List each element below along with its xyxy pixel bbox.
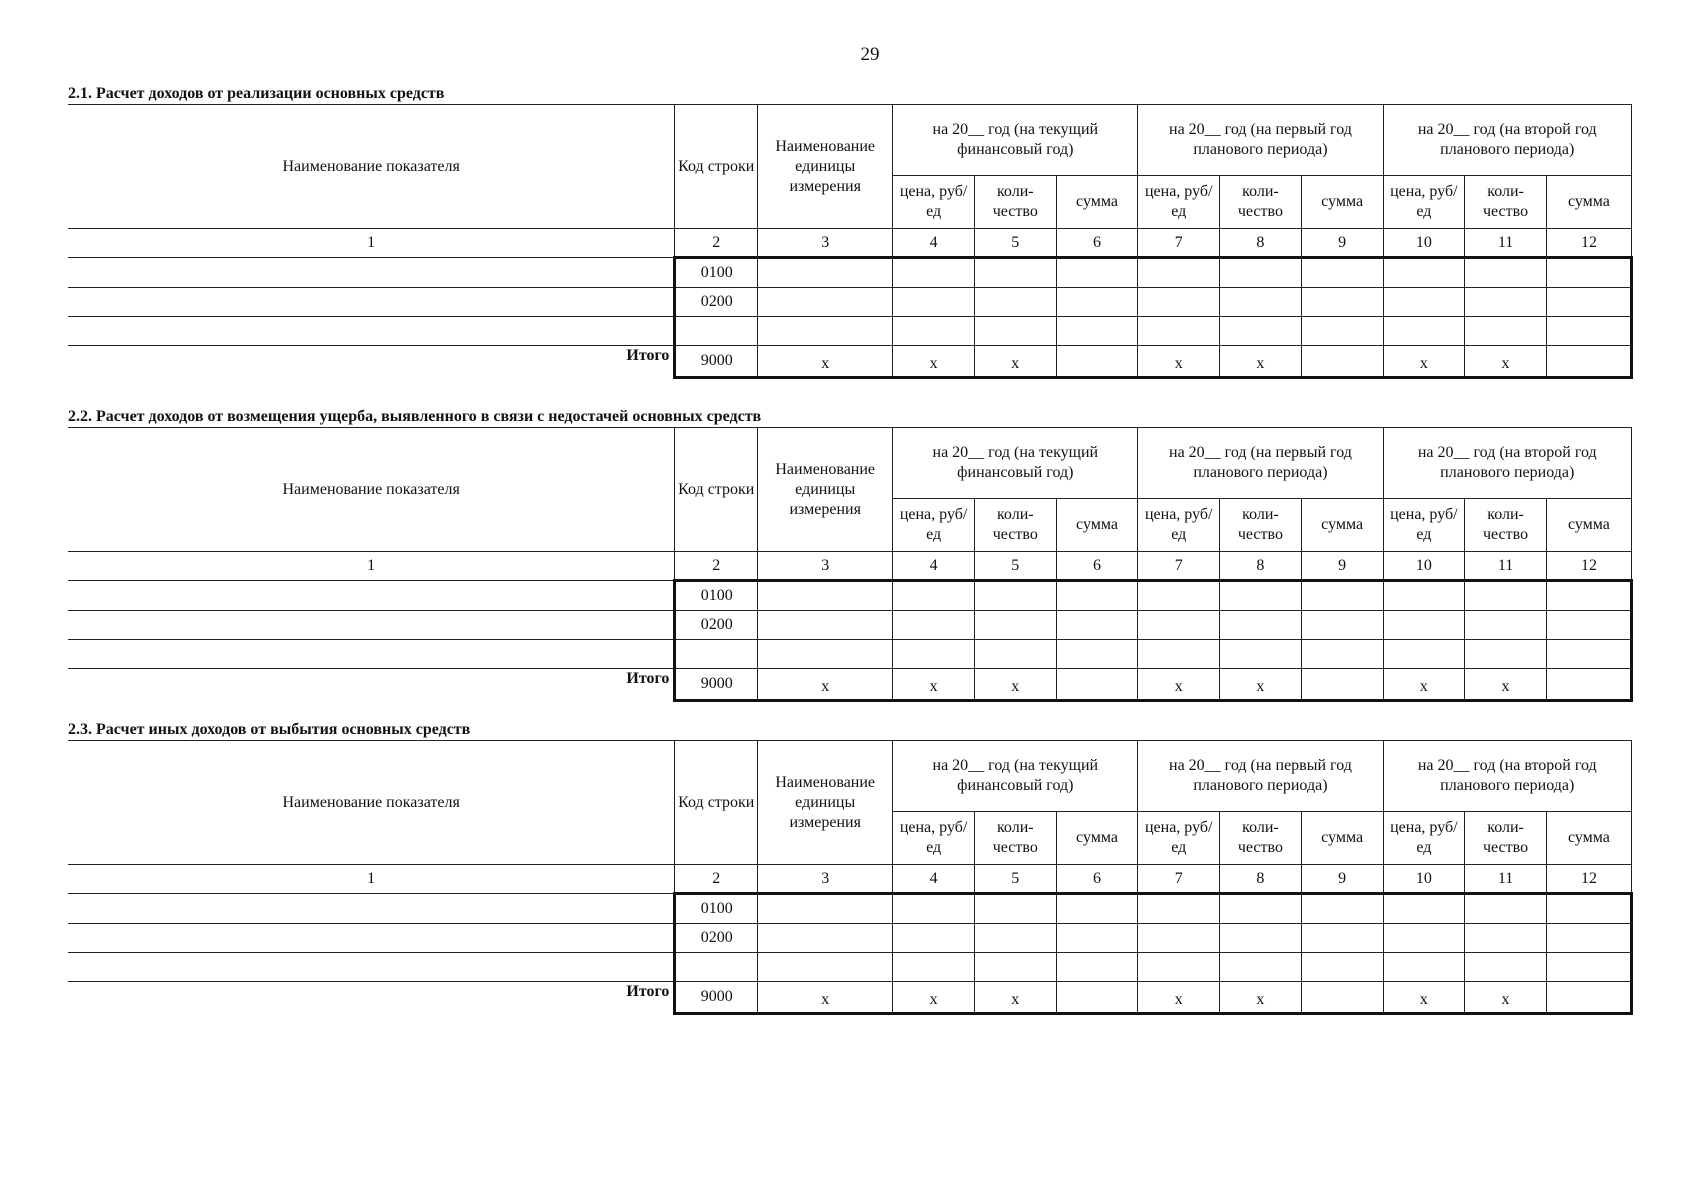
sum-cell[interactable] [1301, 288, 1383, 317]
sum-cell[interactable] [1301, 640, 1383, 669]
header-sum: сумма [1301, 176, 1383, 229]
quantity-cell[interactable] [1220, 258, 1302, 288]
header-price: цена, руб/ед [893, 812, 975, 865]
header-unit-name: Наименование единицы измерения [758, 428, 893, 552]
column-number: 2 [675, 552, 758, 581]
total-cell: x [1220, 346, 1302, 378]
price-cell[interactable] [1138, 894, 1220, 924]
column-number: 9 [1301, 552, 1383, 581]
column-number: 4 [893, 229, 975, 258]
total-cell: x [1465, 669, 1547, 701]
column-number: 12 [1546, 552, 1631, 581]
sum-cell[interactable] [1546, 611, 1631, 640]
total-cell: x [1220, 982, 1302, 1014]
section-2-3 [68, 720, 1633, 1015]
row-code-cell: 0100 [675, 894, 758, 924]
header-quantity: коли-чество [1220, 812, 1302, 865]
header-sum: сумма [1546, 812, 1631, 865]
column-number: 10 [1383, 865, 1465, 894]
table-row [68, 288, 1632, 317]
price-cell[interactable] [893, 581, 975, 611]
header-sum: сумма [1301, 499, 1383, 552]
total-cell: x [1465, 982, 1547, 1014]
revenue-table [68, 104, 1633, 379]
column-number: 9 [1301, 229, 1383, 258]
sum-cell[interactable] [1301, 317, 1383, 346]
header-sum: сумма [1301, 812, 1383, 865]
quantity-cell[interactable] [974, 924, 1056, 953]
total-cell: x [893, 346, 975, 378]
header-unit-name: Наименование единицы измерения [758, 105, 893, 229]
quantity-cell[interactable] [1465, 258, 1547, 288]
quantity-cell[interactable] [974, 953, 1056, 982]
total-label: Итого [68, 669, 675, 701]
header-price: цена, руб/ед [893, 499, 975, 552]
total-row [68, 669, 1632, 701]
column-number: 5 [974, 865, 1056, 894]
header-period-first-plan: на 20__ год (на первый год планового периода) [1138, 741, 1383, 812]
table-row [68, 953, 1632, 982]
header-quantity: коли-чество [974, 812, 1056, 865]
header-quantity: коли-чество [1220, 176, 1302, 229]
total-label: Итого [68, 346, 675, 378]
unit-cell[interactable] [758, 317, 893, 346]
sum-cell[interactable] [1546, 953, 1631, 982]
table-row [68, 894, 1632, 924]
row-code-cell: 9000 [675, 346, 758, 378]
column-numbers-row [68, 229, 1632, 258]
sum-cell[interactable] [1056, 611, 1138, 640]
sum-cell[interactable] [1546, 894, 1631, 924]
price-cell[interactable] [1138, 258, 1220, 288]
price-cell[interactable] [1138, 953, 1220, 982]
sum-cell[interactable] [1301, 894, 1383, 924]
header-indicator-name: Наименование показателя [68, 105, 675, 229]
quantity-cell[interactable] [1465, 611, 1547, 640]
unit-cell[interactable] [758, 581, 893, 611]
column-number: 8 [1220, 865, 1302, 894]
total-cell: x [1220, 669, 1302, 701]
quantity-cell[interactable] [1465, 953, 1547, 982]
total-cell: x [758, 669, 893, 701]
header-price: цена, руб/ед [1138, 176, 1220, 229]
total-cell: x [1383, 982, 1465, 1014]
sum-cell[interactable] [1056, 288, 1138, 317]
column-number: 2 [675, 229, 758, 258]
sum-cell[interactable] [1546, 288, 1631, 317]
total-sum-cell[interactable] [1546, 669, 1631, 701]
header-indicator-name: Наименование показателя [68, 741, 675, 865]
sum-cell[interactable] [1056, 953, 1138, 982]
column-number: 7 [1138, 865, 1220, 894]
indicator-name-cell[interactable] [68, 640, 675, 669]
unit-cell[interactable] [758, 924, 893, 953]
quantity-cell[interactable] [974, 258, 1056, 288]
header-period-second-plan: на 20__ год (на второй год планового периода) [1383, 428, 1632, 499]
sum-cell[interactable] [1546, 258, 1631, 288]
price-cell[interactable] [893, 317, 975, 346]
indicator-name-cell[interactable] [68, 258, 675, 288]
indicator-name-cell[interactable] [68, 581, 675, 611]
sum-cell[interactable] [1056, 924, 1138, 953]
column-number: 10 [1383, 229, 1465, 258]
sum-cell[interactable] [1301, 258, 1383, 288]
section-2-2 [68, 407, 1633, 702]
table-row [68, 317, 1632, 346]
header-quantity: коли-чество [1465, 499, 1547, 552]
quantity-cell[interactable] [1220, 611, 1302, 640]
column-number: 8 [1220, 552, 1302, 581]
price-cell[interactable] [893, 894, 975, 924]
quantity-cell[interactable] [1220, 317, 1302, 346]
quantity-cell[interactable] [1465, 288, 1547, 317]
column-number: 7 [1138, 229, 1220, 258]
column-number: 1 [68, 865, 675, 894]
header-row-code: Код строки [675, 428, 758, 552]
indicator-name-cell[interactable] [68, 317, 675, 346]
quantity-cell[interactable] [1220, 953, 1302, 982]
column-number: 3 [758, 229, 893, 258]
total-cell: x [974, 346, 1056, 378]
sum-cell[interactable] [1301, 581, 1383, 611]
indicator-name-cell[interactable] [68, 953, 675, 982]
price-cell[interactable] [893, 288, 975, 317]
column-number: 2 [675, 865, 758, 894]
header-sum: сумма [1056, 499, 1138, 552]
row-code-cell: 0200 [675, 288, 758, 317]
unit-cell[interactable] [758, 258, 893, 288]
row-code-cell: 0100 [675, 581, 758, 611]
row-code-cell [675, 640, 758, 669]
total-cell: x [1383, 346, 1465, 378]
header-price: цена, руб/ед [1383, 176, 1465, 229]
column-number: 8 [1220, 229, 1302, 258]
total-cell: x [758, 982, 893, 1014]
total-sum-cell[interactable] [1301, 346, 1383, 378]
price-cell[interactable] [1383, 894, 1465, 924]
section-title: 2.2. Расчет доходов от возмещения ущерба, выявленного в связи с недостачей основных средств [68, 408, 762, 425]
header-quantity: коли-чество [974, 176, 1056, 229]
indicator-name-cell[interactable] [68, 611, 675, 640]
header-row-code: Код строки [675, 105, 758, 229]
quantity-cell[interactable] [1465, 894, 1547, 924]
quantity-cell[interactable] [1465, 317, 1547, 346]
price-cell[interactable] [1138, 288, 1220, 317]
page-number: 29 [860, 44, 880, 65]
quantity-cell[interactable] [1220, 640, 1302, 669]
sum-cell[interactable] [1546, 581, 1631, 611]
total-cell: x [1383, 669, 1465, 701]
unit-cell[interactable] [758, 640, 893, 669]
price-cell[interactable] [893, 953, 975, 982]
total-cell: x [893, 982, 975, 1014]
price-cell[interactable] [1383, 258, 1465, 288]
quantity-cell[interactable] [1465, 581, 1547, 611]
row-code-cell: 0100 [675, 258, 758, 288]
column-number: 1 [68, 552, 675, 581]
header-period-second-plan: на 20__ год (на второй год планового периода) [1383, 741, 1632, 812]
column-number: 11 [1465, 865, 1547, 894]
header-price: цена, руб/ед [1383, 499, 1465, 552]
section-title: 2.1. Расчет доходов от реализации основных средств [68, 85, 445, 102]
row-code-cell: 0200 [675, 924, 758, 953]
column-number: 9 [1301, 865, 1383, 894]
total-cell: x [1138, 346, 1220, 378]
indicator-name-cell[interactable] [68, 288, 675, 317]
price-cell[interactable] [1383, 288, 1465, 317]
sum-cell[interactable] [1056, 640, 1138, 669]
total-cell: x [974, 669, 1056, 701]
price-cell[interactable] [1138, 640, 1220, 669]
price-cell[interactable] [893, 611, 975, 640]
total-sum-cell[interactable] [1056, 346, 1138, 378]
table-row [68, 611, 1632, 640]
unit-cell[interactable] [758, 953, 893, 982]
price-cell[interactable] [1383, 581, 1465, 611]
header-quantity: коли-чество [1465, 812, 1547, 865]
total-label: Итого [68, 982, 675, 1014]
section-title: 2.3. Расчет иных доходов от выбытия основных средств [68, 721, 471, 738]
row-code-cell [675, 317, 758, 346]
header-quantity: коли-чество [1220, 499, 1302, 552]
revenue-table [68, 740, 1633, 1015]
column-number: 7 [1138, 552, 1220, 581]
header-period-current: на 20__ год (на текущий финансовый год) [893, 741, 1138, 812]
price-cell[interactable] [1383, 924, 1465, 953]
header-price: цена, руб/ед [1383, 812, 1465, 865]
unit-cell[interactable] [758, 894, 893, 924]
total-cell: x [758, 346, 893, 378]
unit-cell[interactable] [758, 611, 893, 640]
sum-cell[interactable] [1056, 258, 1138, 288]
column-number: 5 [974, 552, 1056, 581]
header-sum: сумма [1056, 812, 1138, 865]
total-sum-cell[interactable] [1546, 346, 1631, 378]
price-cell[interactable] [1383, 953, 1465, 982]
price-cell[interactable] [1138, 924, 1220, 953]
quantity-cell[interactable] [1465, 640, 1547, 669]
column-number: 12 [1546, 865, 1631, 894]
sum-cell[interactable] [1301, 953, 1383, 982]
sum-cell[interactable] [1546, 924, 1631, 953]
header-sum: сумма [1546, 176, 1631, 229]
price-cell[interactable] [893, 258, 975, 288]
column-number: 11 [1465, 552, 1547, 581]
header-quantity: коли-чество [1465, 176, 1547, 229]
header-period-current: на 20__ год (на текущий финансовый год) [893, 105, 1138, 176]
header-price: цена, руб/ед [1138, 499, 1220, 552]
header-quantity: коли-чество [974, 499, 1056, 552]
column-numbers-row [68, 865, 1632, 894]
sum-cell[interactable] [1056, 894, 1138, 924]
column-number: 6 [1056, 552, 1138, 581]
table-row [68, 258, 1632, 288]
header-price: цена, руб/ед [1138, 812, 1220, 865]
column-number: 4 [893, 552, 975, 581]
column-number: 12 [1546, 229, 1631, 258]
price-cell[interactable] [1138, 611, 1220, 640]
quantity-cell[interactable] [974, 640, 1056, 669]
column-number: 3 [758, 552, 893, 581]
header-period-first-plan: на 20__ год (на первый год планового периода) [1138, 105, 1383, 176]
sum-cell[interactable] [1546, 640, 1631, 669]
header-row-code: Код строки [675, 741, 758, 865]
revenue-table [68, 427, 1633, 702]
total-cell: x [1138, 669, 1220, 701]
row-code-cell [675, 953, 758, 982]
quantity-cell[interactable] [974, 894, 1056, 924]
column-number: 6 [1056, 865, 1138, 894]
price-cell[interactable] [893, 924, 975, 953]
column-number: 4 [893, 865, 975, 894]
total-cell: x [1465, 346, 1547, 378]
column-number: 11 [1465, 229, 1547, 258]
total-cell: x [1138, 982, 1220, 1014]
total-sum-cell[interactable] [1056, 669, 1138, 701]
header-period-second-plan: на 20__ год (на второй год планового периода) [1383, 105, 1632, 176]
quantity-cell[interactable] [974, 317, 1056, 346]
quantity-cell[interactable] [974, 611, 1056, 640]
price-cell[interactable] [1383, 317, 1465, 346]
column-number: 6 [1056, 229, 1138, 258]
total-row [68, 982, 1632, 1014]
header-period-current: на 20__ год (на текущий финансовый год) [893, 428, 1138, 499]
table-row [68, 640, 1632, 669]
total-row [68, 346, 1632, 378]
quantity-cell[interactable] [1465, 924, 1547, 953]
price-cell[interactable] [1383, 611, 1465, 640]
column-number: 5 [974, 229, 1056, 258]
column-number: 3 [758, 865, 893, 894]
header-indicator-name: Наименование показателя [68, 428, 675, 552]
sum-cell[interactable] [1301, 611, 1383, 640]
header-unit-name: Наименование единицы измерения [758, 741, 893, 865]
sum-cell[interactable] [1546, 317, 1631, 346]
quantity-cell[interactable] [1220, 894, 1302, 924]
total-sum-cell[interactable] [1301, 982, 1383, 1014]
header-sum: сумма [1056, 176, 1138, 229]
row-code-cell: 9000 [675, 669, 758, 701]
quantity-cell[interactable] [1220, 581, 1302, 611]
sum-cell[interactable] [1056, 317, 1138, 346]
unit-cell[interactable] [758, 288, 893, 317]
section-2-1 [68, 84, 1633, 379]
sum-cell[interactable] [1301, 924, 1383, 953]
price-cell[interactable] [1383, 640, 1465, 669]
column-numbers-row [68, 552, 1632, 581]
quantity-cell[interactable] [1220, 924, 1302, 953]
total-sum-cell[interactable] [1056, 982, 1138, 1014]
column-number: 1 [68, 229, 675, 258]
table-row [68, 924, 1632, 953]
indicator-name-cell[interactable] [68, 924, 675, 953]
row-code-cell: 0200 [675, 611, 758, 640]
price-cell[interactable] [1138, 581, 1220, 611]
column-number: 10 [1383, 552, 1465, 581]
row-code-cell: 9000 [675, 982, 758, 1014]
total-cell: x [893, 669, 975, 701]
table-row [68, 581, 1632, 611]
price-cell[interactable] [893, 640, 975, 669]
sum-cell[interactable] [1056, 581, 1138, 611]
header-price: цена, руб/ед [893, 176, 975, 229]
quantity-cell[interactable] [974, 581, 1056, 611]
indicator-name-cell[interactable] [68, 894, 675, 924]
header-sum: сумма [1546, 499, 1631, 552]
quantity-cell[interactable] [974, 288, 1056, 317]
price-cell[interactable] [1138, 317, 1220, 346]
total-cell: x [974, 982, 1056, 1014]
header-period-first-plan: на 20__ год (на первый год планового периода) [1138, 428, 1383, 499]
total-sum-cell[interactable] [1301, 669, 1383, 701]
total-sum-cell[interactable] [1546, 982, 1631, 1014]
quantity-cell[interactable] [1220, 288, 1302, 317]
